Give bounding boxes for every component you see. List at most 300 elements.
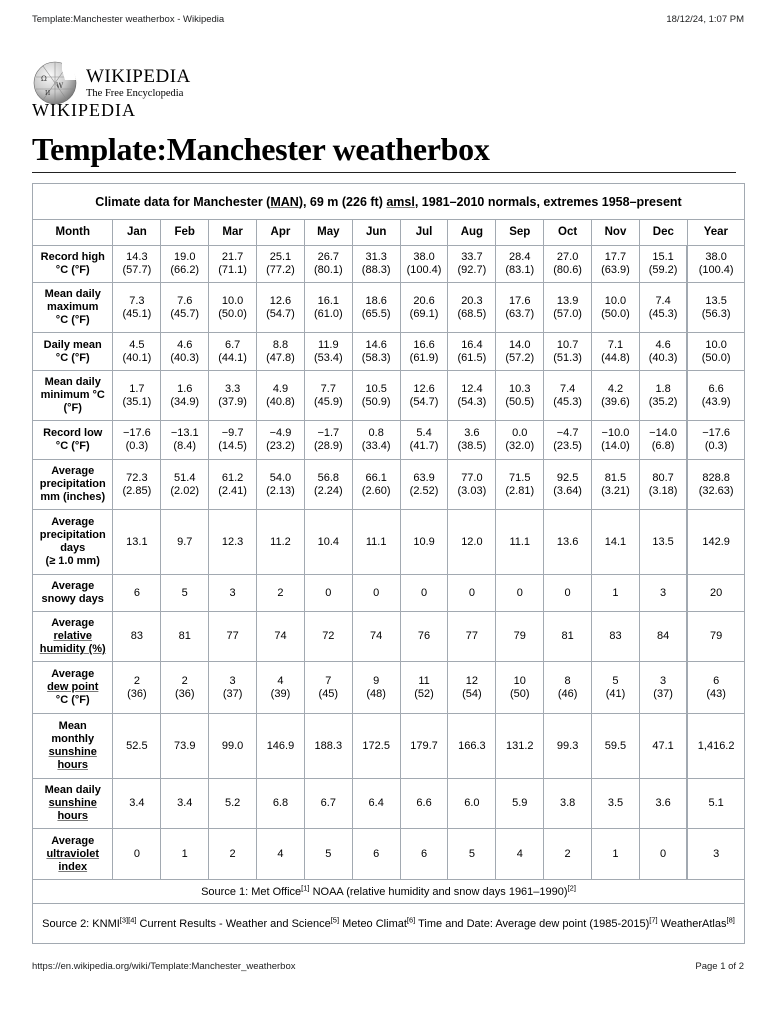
row-label-line: precipitation: [39, 478, 106, 490]
cell-value-alt-unit: (45.9): [313, 395, 343, 408]
cell-value: 19.0: [174, 251, 196, 263]
data-cell: [544, 575, 592, 612]
cell-value-alt-unit: (54.3): [457, 395, 487, 408]
month-header-year: Year: [687, 220, 744, 246]
cell-value-alt-unit: (57.0): [553, 307, 582, 320]
data-cell: [113, 371, 161, 421]
ref-link[interactable]: [7]: [649, 914, 658, 924]
data-cell: [687, 371, 744, 421]
data-cell: [400, 612, 448, 662]
cell-value: 3: [229, 674, 236, 687]
data-cell: [161, 612, 209, 662]
row-label-link[interactable]: relative: [53, 630, 92, 642]
data-cell: [496, 662, 544, 714]
cell-value: 0: [564, 586, 571, 599]
data-cell: [639, 510, 687, 575]
data-cell: [592, 575, 640, 612]
cell-value: 6: [713, 674, 720, 687]
data-cell: [448, 333, 496, 371]
data-cell: [687, 421, 744, 460]
data-cell: [400, 246, 448, 283]
data-cell: [257, 829, 305, 880]
cell-value: 38.0: [705, 251, 727, 263]
svg-text:W: W: [56, 82, 64, 90]
cell-value-alt-unit: (63.7): [505, 307, 535, 320]
cell-value: 0: [516, 586, 523, 599]
amsl-link[interactable]: amsl: [386, 194, 415, 209]
data-cell: [687, 779, 744, 829]
cell-value: 3.5: [607, 797, 624, 809]
cell-value: 5.9: [512, 797, 528, 809]
data-cell: [304, 371, 352, 421]
cell-value-alt-unit: (40.3): [648, 351, 678, 364]
source-2-row: [33, 904, 745, 944]
data-cell: [687, 283, 744, 333]
cell-value: 7.7: [320, 382, 336, 395]
table-row: [33, 662, 745, 714]
data-cell: [304, 714, 352, 779]
row-label-line: Daily mean: [43, 338, 102, 351]
source-1: Source 1: Met Office[1] NOAA (relative humidity and snow days 1961–1990)[2]: [33, 880, 745, 904]
ref-link[interactable]: [2]: [567, 882, 576, 892]
cell-value: −17.6: [702, 427, 731, 439]
data-cell: [161, 575, 209, 612]
data-cell: [496, 714, 544, 779]
row-label-link[interactable]: hours: [57, 810, 88, 822]
cell-value: 11.1: [365, 535, 387, 548]
cell-value-alt-unit: (23.2): [266, 440, 295, 452]
cell-value: 79: [710, 630, 723, 642]
data-cell: [687, 510, 744, 575]
cell-value: 1: [612, 847, 619, 860]
cell-value: 10.0: [705, 338, 727, 351]
cell-value: 71.5: [509, 471, 531, 484]
data-cell: [544, 829, 592, 880]
cell-value-alt-unit: (14.5): [218, 440, 247, 452]
cell-value-alt-unit: (0.3): [704, 440, 728, 452]
data-cell: [113, 510, 161, 575]
cell-value: 81: [561, 630, 574, 642]
data-cell: [161, 662, 209, 714]
cell-value-alt-unit: (2.52): [409, 484, 439, 497]
cell-value-alt-unit: (34.9): [170, 395, 200, 408]
cell-value: 6: [373, 847, 380, 860]
data-cell: [592, 662, 640, 714]
row-label: [33, 829, 113, 880]
data-cell: [687, 612, 744, 662]
cell-value: 92.5: [556, 471, 579, 484]
cell-value: 11.9: [318, 338, 339, 351]
month-header-nov: Nov: [592, 220, 640, 246]
cell-value: 13.5: [652, 535, 674, 548]
cell-value: 1,416.2: [697, 739, 735, 752]
data-cell: [304, 662, 352, 714]
cell-value-alt-unit: (40.8): [266, 395, 295, 408]
cell-value: 10.4: [317, 535, 340, 548]
row-label-line: Record high: [40, 251, 105, 263]
cell-value-alt-unit: (50.0): [701, 351, 731, 364]
data-cell: [592, 612, 640, 662]
data-cell: [400, 460, 448, 510]
data-cell: [352, 575, 400, 612]
ref-link[interactable]: [6]: [406, 914, 416, 924]
cell-value: 0: [133, 847, 140, 860]
cell-value-alt-unit: (14.0): [601, 440, 630, 452]
cell-value-alt-unit: (50): [509, 687, 530, 700]
cell-value-alt-unit: (41.7): [409, 440, 439, 452]
cell-value-alt-unit: (37): [222, 687, 243, 700]
data-cell: [496, 510, 544, 575]
cell-value-alt-unit: (66.2): [170, 264, 200, 276]
data-cell: [448, 612, 496, 662]
data-cell: [161, 283, 209, 333]
cell-value-alt-unit: (39.6): [601, 395, 630, 408]
wikipedia-wordmark-secondary: WIKIPEDIA: [32, 100, 136, 120]
data-cell: [209, 510, 257, 575]
cell-value: 146.9: [266, 739, 295, 752]
month-header-jul: Jul: [400, 220, 448, 246]
data-cell: [687, 575, 744, 612]
cell-value-alt-unit: (6.8): [651, 440, 675, 452]
cell-value-alt-unit: (59.2): [648, 264, 678, 276]
data-cell: [544, 333, 592, 371]
cell-value: 4: [516, 847, 523, 860]
data-cell: [687, 662, 744, 714]
cell-value: 25.1: [269, 251, 292, 263]
table-row: [33, 246, 745, 283]
station-code-link[interactable]: MAN: [270, 194, 299, 209]
data-cell: [304, 246, 352, 283]
data-cell: [544, 714, 592, 779]
row-label-line: Average: [51, 668, 95, 680]
cell-value: −13.1: [170, 427, 199, 439]
row-label-link[interactable]: sunshine: [48, 746, 97, 758]
cell-value: 20.6: [413, 294, 435, 307]
cell-value: 6.7: [320, 797, 336, 809]
row-label-line: °C (°F): [55, 264, 90, 276]
data-cell: [592, 779, 640, 829]
cell-value-alt-unit: (32.63): [698, 484, 734, 497]
data-cell: [257, 283, 305, 333]
cell-value: 6.0: [464, 797, 480, 809]
cell-value-alt-unit: (65.5): [361, 307, 391, 320]
cell-value: 12: [465, 674, 479, 687]
cell-value-alt-unit: (2.60): [361, 484, 391, 497]
cell-value: −17.6: [122, 427, 151, 439]
data-cell: [257, 510, 305, 575]
cell-value-alt-unit: (37.9): [218, 395, 247, 408]
data-cell: [448, 575, 496, 612]
cell-value-alt-unit: (51.3): [553, 351, 582, 364]
cell-value-alt-unit: (61.9): [409, 351, 439, 364]
data-cell: [209, 829, 257, 880]
data-cell: [592, 333, 640, 371]
cell-value: 26.7: [317, 251, 340, 263]
data-cell: [209, 662, 257, 714]
data-cell: [687, 460, 744, 510]
row-label-line: Average: [51, 617, 95, 629]
cell-value: 0: [660, 847, 667, 860]
data-cell: [544, 612, 592, 662]
print-header: [32, 14, 744, 25]
cell-value: 80.7: [652, 471, 674, 484]
cell-value: 5: [468, 847, 475, 860]
cell-value: 4.9: [272, 382, 289, 395]
cell-value: 3: [229, 586, 236, 599]
cell-value-alt-unit: (48): [366, 687, 386, 700]
cell-value: 10.3: [509, 382, 531, 395]
ref-link[interactable]: [3]: [119, 914, 129, 924]
data-cell: [257, 612, 305, 662]
data-cell: [352, 662, 400, 714]
cell-value: 142.9: [702, 535, 730, 548]
row-label: [33, 779, 113, 829]
data-cell: [113, 421, 161, 460]
cell-value: 7.1: [607, 338, 624, 351]
data-cell: [209, 246, 257, 283]
row-label-link[interactable]: humidity (%): [39, 643, 106, 655]
cell-value: 99.0: [221, 739, 244, 752]
cell-value: 11.1: [509, 535, 531, 548]
ref-link[interactable]: [8]: [726, 914, 735, 924]
row-label-line: °C (°F): [55, 694, 90, 706]
cell-value: 5: [612, 674, 619, 687]
cell-value-alt-unit: (69.1): [409, 307, 439, 320]
cell-value-alt-unit: (45): [318, 687, 339, 700]
data-cell: [448, 421, 496, 460]
cell-value: 5.2: [224, 797, 241, 809]
data-cell: [304, 421, 352, 460]
cell-value-alt-unit: (92.7): [457, 264, 487, 276]
cell-value: 3.6: [655, 797, 671, 809]
cell-value: 14.3: [126, 251, 148, 263]
data-cell: [544, 421, 592, 460]
cell-value: 1: [181, 847, 188, 860]
cell-value-alt-unit: (83.1): [505, 264, 535, 276]
data-cell: [209, 575, 257, 612]
cell-value-alt-unit: (44.1): [218, 351, 247, 364]
page-title: Template:Manchester weatherbox: [32, 130, 736, 173]
data-cell: [304, 283, 352, 333]
cell-value: 7.4: [655, 294, 671, 307]
month-header-dec: Dec: [639, 220, 687, 246]
print-header-title: Template:Manchester weatherbox - Wikipedia: [32, 14, 225, 25]
row-label-line: Average: [51, 834, 95, 847]
row-label-link[interactable]: ultraviolet: [46, 847, 100, 860]
data-cell: [400, 333, 448, 371]
ref-link[interactable]: [5]: [330, 914, 340, 924]
table-row: [33, 779, 745, 829]
cell-value: 131.2: [505, 739, 534, 752]
data-cell: [639, 421, 687, 460]
cell-value: 6: [420, 847, 428, 860]
row-label-line: °C (°F): [55, 314, 90, 326]
cell-value: 17.7: [604, 251, 627, 263]
cell-value: −4.7: [556, 427, 579, 439]
cell-value: 6.7: [224, 338, 241, 351]
wikipedia-tagline: The Free Encyclopedia: [86, 87, 184, 99]
cell-value: 11.2: [270, 535, 291, 548]
cell-value: 17.6: [509, 294, 531, 307]
cell-value-alt-unit: (41): [605, 687, 626, 700]
data-cell: [544, 283, 592, 333]
cell-value: 3.6: [464, 427, 480, 439]
row-label-line: Average: [51, 580, 95, 592]
data-cell: [352, 612, 400, 662]
row-label: [33, 510, 113, 575]
row-label-link[interactable]: sunshine: [48, 797, 97, 809]
print-footer-page: Page 1 of 2: [695, 961, 744, 972]
cell-value-alt-unit: (47.8): [266, 351, 295, 364]
cell-value: 3: [660, 586, 667, 599]
weatherbox-table: [32, 183, 745, 944]
data-cell: [352, 333, 400, 371]
table-row: [33, 612, 745, 662]
cell-value-alt-unit: (63.9): [601, 264, 630, 276]
cell-value-alt-unit: (56.3): [701, 307, 731, 320]
row-label-line: °C (°F): [55, 351, 90, 364]
cell-value-alt-unit: (40.3): [170, 351, 200, 364]
data-cell: [352, 246, 400, 283]
data-cell: [400, 283, 448, 333]
data-cell: [352, 371, 400, 421]
cell-value: 79: [513, 630, 526, 642]
cell-value: 3.3: [224, 382, 241, 395]
table-row: [33, 371, 745, 421]
cell-value: 1.6: [177, 382, 193, 395]
month-header-label: Month: [33, 220, 113, 246]
data-cell: [209, 333, 257, 371]
cell-value: 7.3: [129, 294, 145, 307]
row-label-link[interactable]: hours: [57, 759, 88, 771]
month-header-row: [33, 220, 745, 246]
cell-value: 4.2: [607, 382, 624, 395]
cell-value-alt-unit: (2.13): [266, 484, 295, 497]
cell-value: 33.7: [461, 251, 483, 263]
cell-value: 76: [417, 630, 431, 642]
data-cell: [400, 510, 448, 575]
data-cell: [304, 829, 352, 880]
data-cell: [400, 421, 448, 460]
cell-value-alt-unit: (80.1): [313, 264, 343, 276]
cell-value-alt-unit: (71.1): [218, 264, 247, 276]
data-cell: [639, 612, 687, 662]
cell-value: 166.3: [458, 739, 486, 752]
row-label-link[interactable]: dew point: [47, 681, 99, 693]
month-header-jun: Jun: [352, 220, 400, 246]
cell-value-alt-unit: (3.21): [601, 484, 630, 497]
data-cell: [544, 779, 592, 829]
cell-value: 52.5: [126, 739, 148, 752]
cell-value-alt-unit: (3.03): [457, 484, 487, 497]
print-footer-url: https://en.wikipedia.org/wiki/Template:Manchester_weatherbox: [32, 961, 296, 972]
cell-value: 9.7: [177, 535, 193, 548]
data-cell: [400, 714, 448, 779]
data-cell: [113, 283, 161, 333]
table-row: [33, 421, 745, 460]
data-cell: [496, 283, 544, 333]
cell-value-alt-unit: (45.1): [122, 307, 152, 320]
svg-text:И: И: [45, 90, 51, 97]
data-cell: [352, 829, 400, 880]
cell-value: 72: [322, 630, 335, 642]
cell-value: 5: [325, 847, 332, 860]
data-cell: [257, 779, 305, 829]
cell-value: 7.4: [559, 382, 576, 395]
data-cell: [352, 714, 400, 779]
ref-link[interactable]: [1]: [301, 882, 310, 892]
cell-value: 9: [373, 674, 380, 687]
cell-value-alt-unit: (2.02): [170, 484, 200, 497]
cell-value-alt-unit: (37): [653, 687, 673, 700]
data-cell: [209, 779, 257, 829]
cell-value-alt-unit: (54): [462, 687, 482, 700]
month-header-apr: Apr: [257, 220, 305, 246]
data-cell: [113, 714, 161, 779]
data-cell: [496, 829, 544, 880]
cell-value-alt-unit: (36): [174, 687, 195, 700]
data-cell: [592, 510, 640, 575]
cell-value: 54.0: [269, 471, 292, 484]
data-cell: [400, 371, 448, 421]
cell-value: 12.3: [221, 535, 244, 548]
data-cell: [592, 283, 640, 333]
data-cell: [304, 510, 352, 575]
data-cell: [544, 662, 592, 714]
cell-value-alt-unit: (50.5): [505, 395, 535, 408]
cell-value: 6.6: [416, 797, 432, 809]
cell-value-alt-unit: (28.9): [313, 440, 343, 452]
data-cell: [257, 371, 305, 421]
data-cell: [352, 283, 400, 333]
data-cell: [496, 575, 544, 612]
cell-value: 13.6: [556, 535, 579, 548]
source-2: Source 2: KNMI[3][4] Current Results - Weather and Science[5] Meteo Climat[6] Time and Date: Average dew point (1985-2015)[7] WeatherAtlas[8]: [33, 904, 745, 944]
month-header-sep: Sep: [496, 220, 544, 246]
cell-value: 10.7: [556, 338, 579, 351]
cell-value: 63.9: [413, 471, 435, 484]
row-label-link[interactable]: index: [58, 860, 88, 873]
table-row: [33, 283, 745, 333]
ref-link[interactable]: [4]: [128, 914, 137, 924]
row-label-line: Average: [51, 465, 95, 477]
cell-value: 21.7: [221, 251, 244, 263]
cell-value-alt-unit: (46): [557, 687, 578, 700]
data-cell: [687, 333, 744, 371]
cell-value: 6.6: [708, 382, 724, 395]
cell-value: 84: [656, 630, 670, 642]
cell-value: 77.0: [461, 471, 483, 484]
row-label-line: days: [60, 542, 86, 554]
row-label: [33, 333, 113, 371]
month-header-oct: Oct: [544, 220, 592, 246]
month-header-aug: Aug: [448, 220, 496, 246]
data-cell: [448, 779, 496, 829]
data-cell: [496, 421, 544, 460]
data-cell: [161, 421, 209, 460]
cell-value-alt-unit: (33.4): [361, 440, 391, 452]
cell-value-alt-unit: (58.3): [361, 351, 391, 364]
cell-value: 1.8: [655, 382, 671, 395]
cell-value: 8: [564, 674, 571, 687]
data-cell: [496, 779, 544, 829]
data-cell: [257, 421, 305, 460]
cell-value: 3: [660, 674, 667, 687]
data-cell: [639, 460, 687, 510]
table-row: [33, 829, 745, 880]
cell-value-alt-unit: (50.0): [218, 307, 247, 320]
data-cell: [496, 460, 544, 510]
